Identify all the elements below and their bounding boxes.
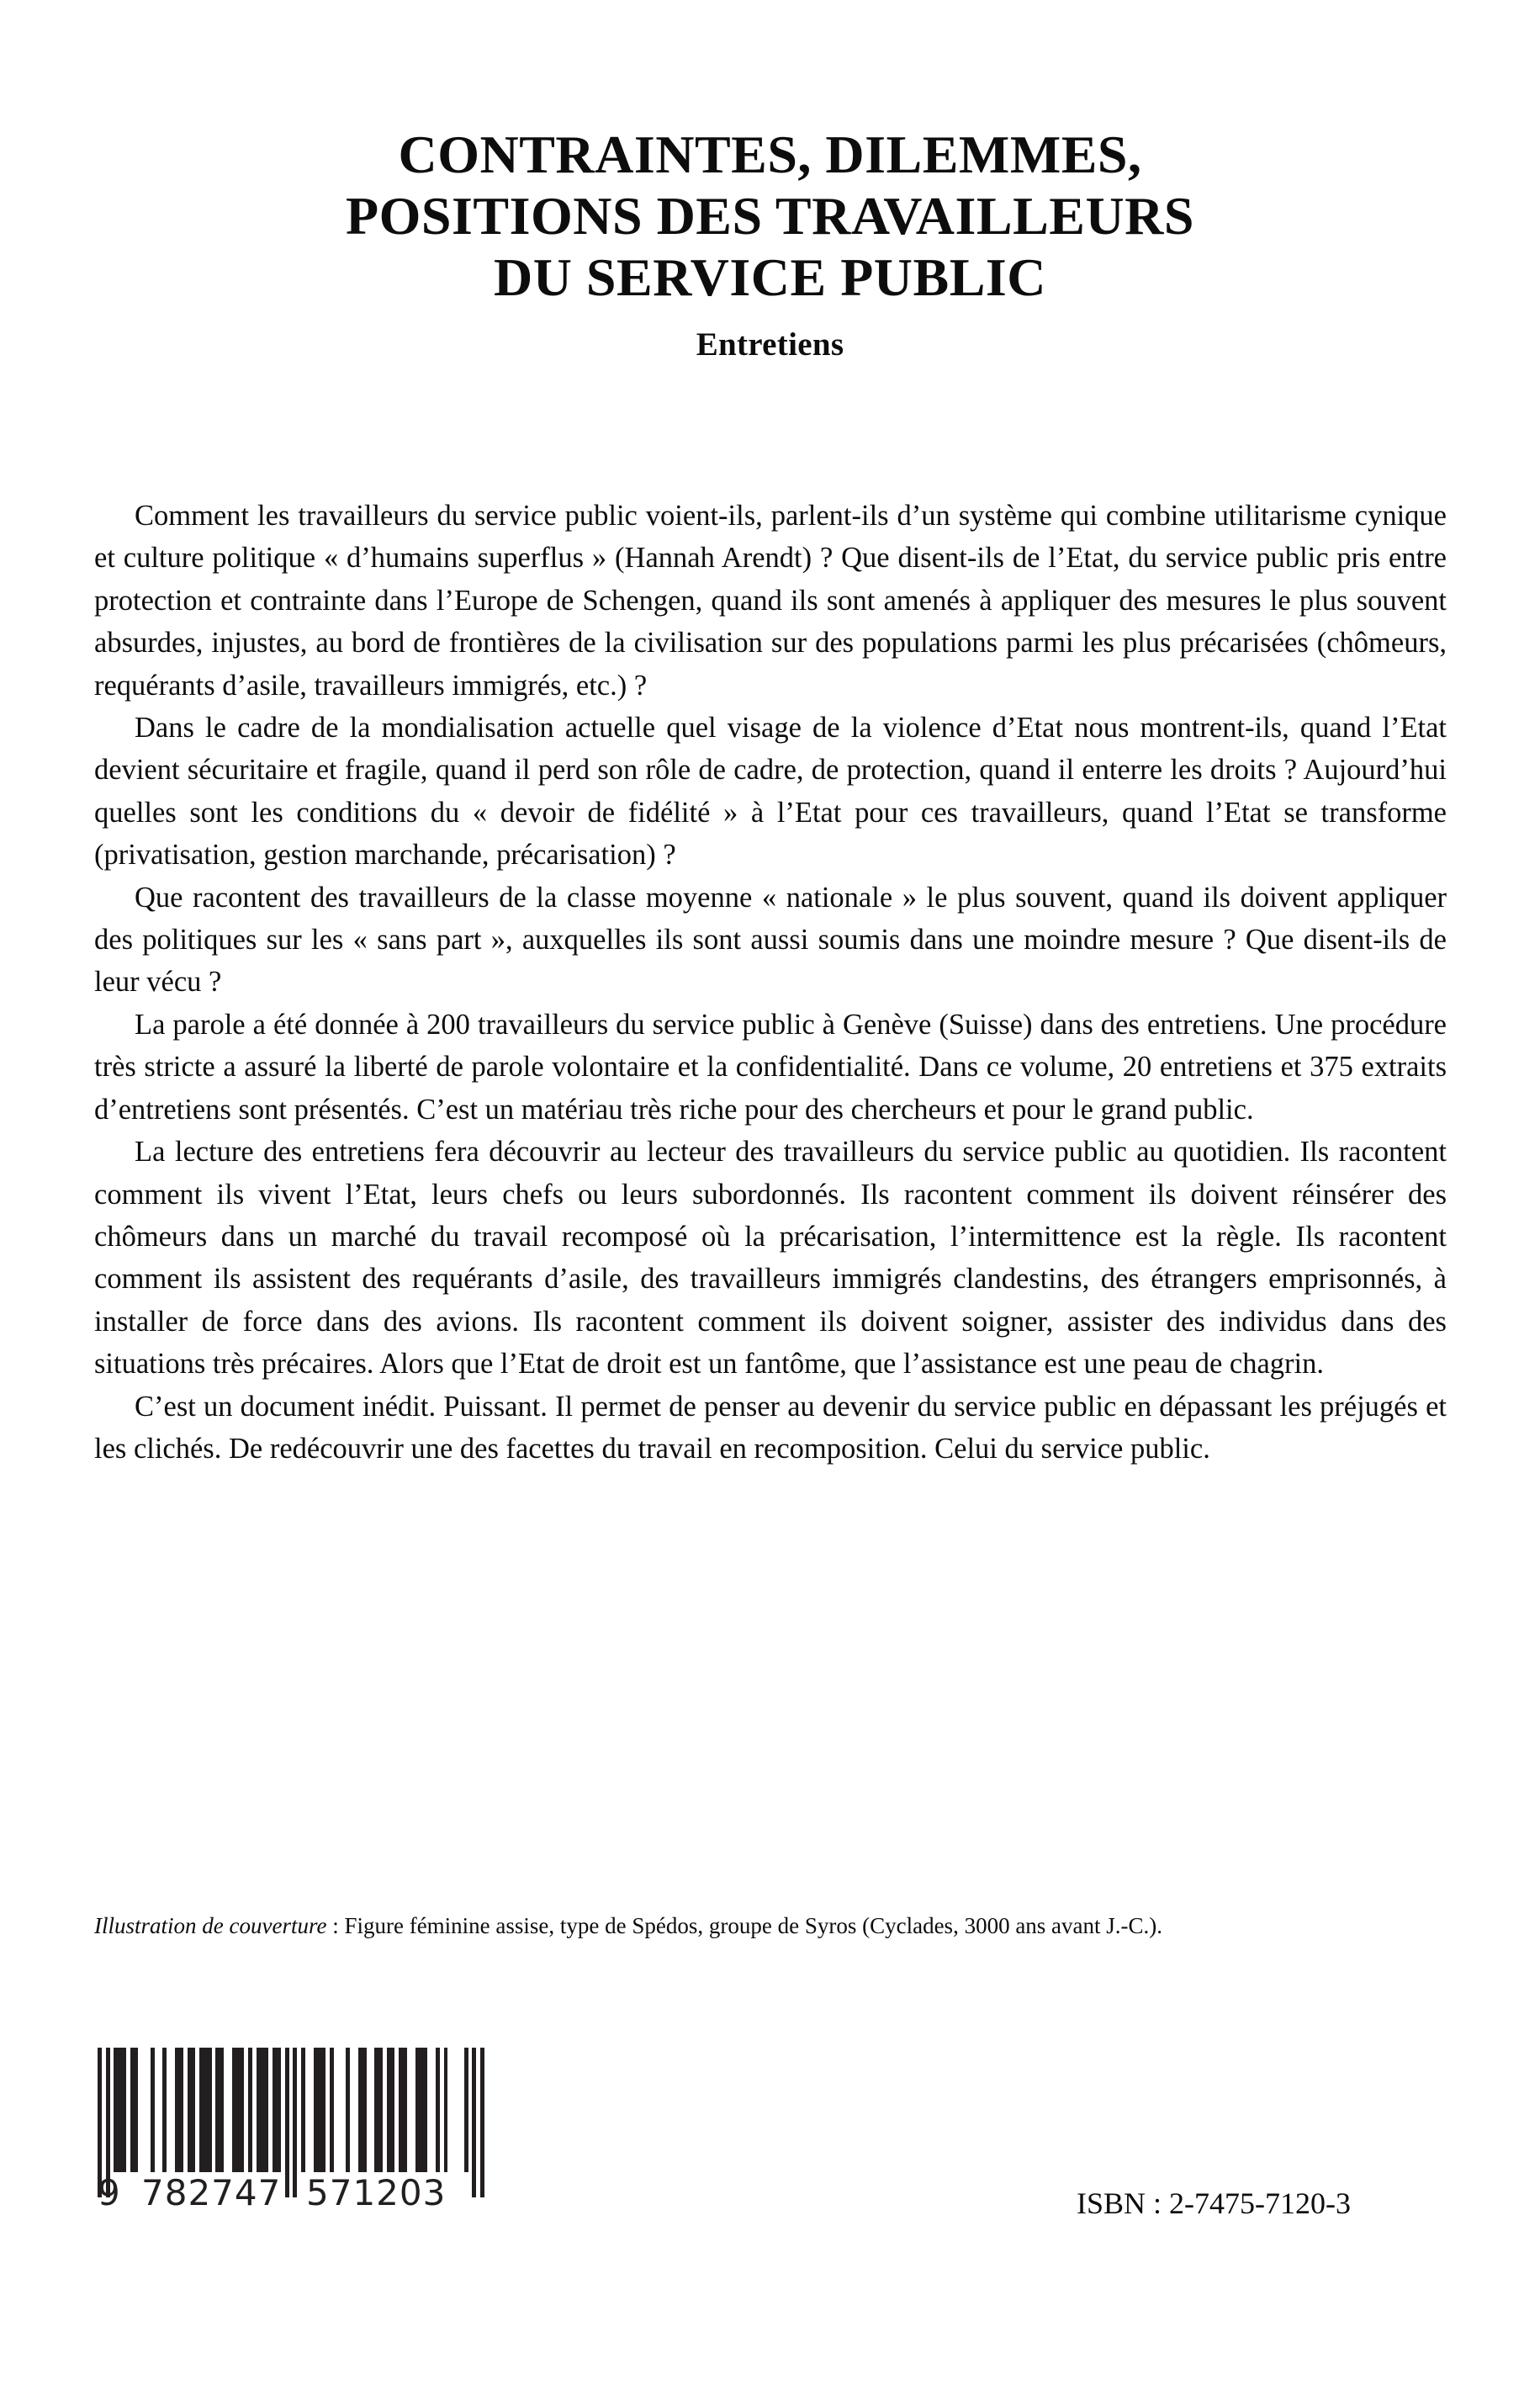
- paragraph: C’est un document inédit. Puissant. Il permet de penser au devenir du service public en dépassant les préjugés et les clichés. De redécouvrir une des facettes du travail en recomposition. Celui du service public.: [94, 1390, 1447, 1465]
- illustration-credit-text: : Figure féminine assise, type de Spédos, groupe de Syros (Cyclades, 3000 ans avant J.-C.).: [326, 1913, 1163, 1938]
- barcode-lead-digit: 9: [98, 2172, 121, 2213]
- title-line-2: POSITIONS DES TRAVAILLEURS: [346, 185, 1194, 246]
- barcode-left-group: 782747: [141, 2172, 282, 2213]
- illustration-credit: [94, 1910, 1448, 1942]
- barcode: [98, 2048, 484, 2211]
- blurb-text: [94, 495, 1447, 1470]
- barcode-right-group: 571203: [306, 2172, 447, 2213]
- barcode-bars: [98, 2048, 484, 2172]
- paragraph: La lecture des entretiens fera découvrir au lecteur des travailleurs du service public au quotidien. Ils racontent comment ils vivent l’Etat, leurs chefs ou leurs subordonnés. Ils racontent comment ils doivent réinsérer des chômeurs dans un marché du travail recomposé où la précarisation, l’intermittence est la règle. Ils racontent comment ils assistent des requérants d’asile, des travailleurs immigrés clandestins, des étrangers emprisonnés, à installer de force dans des avions. Ils racontent comment ils doivent soigner, assister des individus dans des situations très précaires. Alors que l’Etat de droit est un fantôme, que l’assistance est une peau de chagrin.: [94, 1136, 1447, 1381]
- isbn-line: ISBN : 2-7475-7120-3: [1077, 2186, 1351, 2220]
- title-line-3: DU SERVICE PUBLIC: [493, 246, 1047, 307]
- title-line-1: CONTRAINTES, DILEMMES,: [398, 125, 1142, 184]
- illustration-credit-label: Illustration de couverture: [94, 1913, 327, 1938]
- paragraph: Dans le cadre de la mondialisation actuelle quel visage de la violence d’Etat nous montrent-ils, quand l’Etat devient sécuritaire et fragile, quand il perd son rôle de cadre, de protection, quand il enterre les droits ? Aujourd’hui quelles sont les conditions du « devoir de fidélité » à l’Etat pour ces travailleurs, quand l’Etat se transforme (privatisation, gestion marchande, précarisation) ?: [94, 712, 1447, 872]
- paragraph: Que racontent des travailleurs de la classe moyenne « nationale » le plus souvent, quand ils doivent appliquer des politiques sur les « sans part », auxquelles ils sont aussi soumis dans une moindre mesure ? Que disent-ils de leur vécu ?: [94, 881, 1447, 999]
- paragraph: Comment les travailleurs du service public voient-ils, parlent-ils d’un système qui combine utilitarisme cynique et culture politique « d’humains superflus » (Hannah Arendt) ? Que disent-ils de l’Etat, du service public pris entre protection et contrainte dans l’Europe de Schengen, quand ils sont amenés à appliquer des mesures le plus souvent absurdes, injustes, au bord de frontières de la civilisation sur des populations parmi les plus précarisées (chômeurs, requérants d’asile, travailleurs immigrés, etc.) ?: [94, 500, 1447, 702]
- paragraph: La parole a été donnée à 200 travailleurs du service public à Genève (Suisse) dans des entretiens. Une procédure très stricte a assuré la liberté de parole volontaire et la confidentialité. Dans ce volume, 20 entretiens et 375 extraits d’entretiens sont présentés. C’est un matériau très riche pour des chercheurs et pour le grand public.: [94, 1008, 1447, 1126]
- title-block: [0, 125, 1540, 365]
- subtitle: Entretiens: [696, 326, 844, 363]
- barcode-digits: [98, 2172, 484, 2211]
